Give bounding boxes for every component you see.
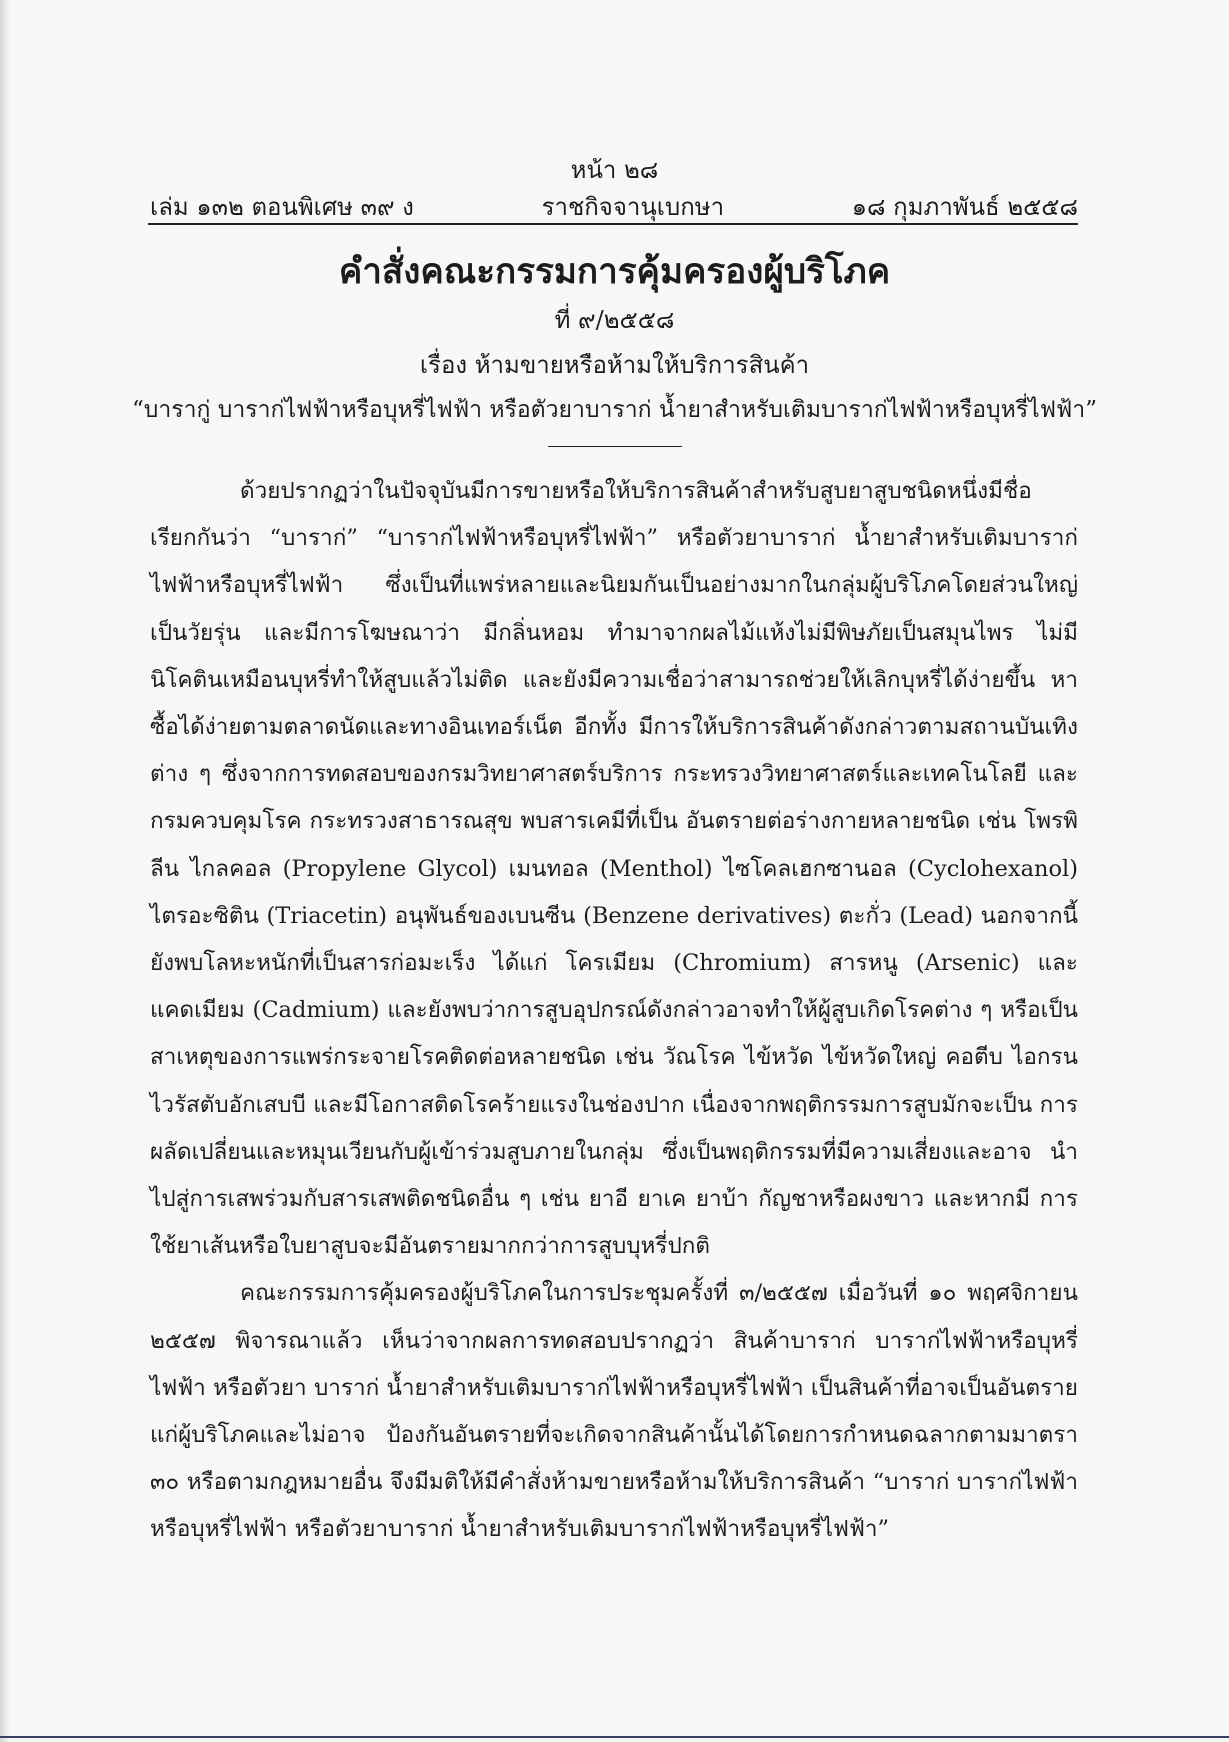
document-title: คำสั่งคณะกรรมการคุ้มครองผู้บริโภค xyxy=(338,251,891,292)
publication-date: ๑๘ กุมภาพันธ์ ๒๕๕๘ xyxy=(851,193,1078,221)
gazette-name: ราชกิจจานุเบกษา xyxy=(541,193,725,221)
volume-issue: เล่ม ๑๓๒ ตอนพิเศษ ๓๙ ง xyxy=(150,193,414,221)
subject-items: “บารากู่ บาราก่ไฟฟ้าหรือบุหรี่ไฟฟ้า หรือตัวยาบาราก่ น้ำยาสำหรับเติมบาราก่ไฟฟ้าหรือบุหรี่ไฟฟ้า” xyxy=(131,397,1097,423)
order-number: ที่ ๙/๒๕๕๘ xyxy=(554,306,675,334)
header-divider xyxy=(148,223,1078,225)
title-divider xyxy=(548,446,682,447)
document-body xyxy=(150,468,1078,1554)
subject-line: เรื่อง ห้ามขายหรือห้ามให้บริการสินค้า xyxy=(419,351,810,379)
body-paragraph: ด้วยปรากฏว่าในปัจจุบันมีการขายหรือให้บริการสินค้าสำหรับสูบยาสูบชนิดหนึ่งมีชื่อเรียกกันว่า “บาราก่” “บาราก่ไฟฟ้าหรือบุหรี่ไฟฟ้า” หรือตัวยาบาราก่ น้ำยาสำหรับเติมบาราก่ไฟฟ้าหรือบุหรี่ไฟฟ้า ซึ่งเป็นที่แพร่หลายและนิยมกันเป็นอย่างมากในกลุ่มผู้บริโภคโดยส่วนใหญ่เป็นวัยรุ่น และมีการโฆษณาว่า มีกลิ่นหอม ทำมาจากผลไม้แห้งไม่มีพิษภัยเป็นสมุนไพร ไม่มีนิโคตินเหมือนบุหรี่ทำให้สูบแล้วไม่ติด และยังมีความเชื่อว่าสามารถช่วยให้เลิกบุหรี่ได้ง่ายขึ้น หาซื้อได้ง่ายตามตลาดนัดและทางอินเทอร์เน็ต อีกทั้ง มีการให้บริการสินค้าดังกล่าวตามสถานบันเทิงต่าง ๆ ซึ่งจากการทดสอบของกรมวิทยาศาสตร์บริการ กระทรวงวิทยาศาสตร์และเทคโนโลยี และกรมควบคุมโรค กระทรวงสาธารณสุข พบสารเคมีที่เป็น อันตรายต่อร่างกายหลายชนิด เช่น โพรพิลีน ไกลคอล (Propylene Glycol) เมนทอล (Menthol) ไซโคลเฮกซานอล (Cyclohexanol) ไตรอะซิติน (Triacetin) อนุพันธ์ของเบนซีน (Benzene derivatives) ตะกั่ว (Lead) นอกจากนี้ยังพบโลหะหนักที่เป็นสารก่อมะเร็ง ได้แก่ โครเมียม (Chromium) สารหนู (Arsenic) และแคดเมียม (Cadmium) และยังพบว่าการสูบอุปกรณ์ดังกล่าวอาจทำให้ผู้สูบเกิดโรคต่าง ๆ หรือเป็นสาเหตุของการแพร่กระจายโรคติดต่อหลายชนิด เช่น วัณโรค ไข้หวัด ไข้หวัดใหญ่ คอตีบ ไอกรน ไวรัสตับอักเสบบี และมีโอกาสติดโรคร้ายแรงในช่องปาก เนื่องจากพฤติกรรมการสูบมักจะเป็น การผลัดเปลี่ยนและหมุนเวียนกับผู้เข้าร่วมสูบภายในกลุ่ม ซึ่งเป็นพฤติกรรมที่มีความเสี่ยงและอาจ นำไปสู่การเสพร่วมกับสารเสพติดชนิดอื่น ๆ เช่น ยาอี ยาเค ยาบ้า กัญชาหรือผงขาว และหากมี การใช้ยาเส้นหรือใบยาสูบจะมีอันตรายมากกว่าการสูบบุหรี่ปกติ xyxy=(150,478,1078,1260)
page-number: หน้า ๒๘ xyxy=(570,156,659,184)
gazette-header xyxy=(150,187,1078,226)
scan-bottom-edge xyxy=(0,1736,1229,1738)
body-paragraph: คณะกรรมการคุ้มครองผู้บริโภคในการประชุมครั้งที่ ๓/๒๕๕๗ เมื่อวันที่ ๑๐ พฤศจิกายน ๒๕๕๗ พิจารณาแล้ว เห็นว่าจากผลการทดสอบปรากฏว่า สินค้าบาราก่ บาราก่ไฟฟ้าหรือบุหรี่ไฟฟ้า หรือตัวยา บาราก่ น้ำยาสำหรับเติมบาราก่ไฟฟ้าหรือบุหรี่ไฟฟ้า เป็นสินค้าที่อาจเป็นอันตรายแก่ผู้บริโภคและไม่อาจ ป้องกันอันตรายที่จะเกิดจากสินค้านั้นได้โดยการกำหนดฉลากตามมาตรา ๓๐ หรือตามกฎหมายอื่น จึงมีมติให้มีคำสั่งห้ามขายหรือห้ามให้บริการสินค้า “บาราก่ บาราก่ไฟฟ้าหรือบุหรี่ไฟฟ้า หรือตัวยาบาราก่ น้ำยาสำหรับเติมบาราก่ไฟฟ้าหรือบุหรี่ไฟฟ้า” xyxy=(150,1280,1078,1543)
